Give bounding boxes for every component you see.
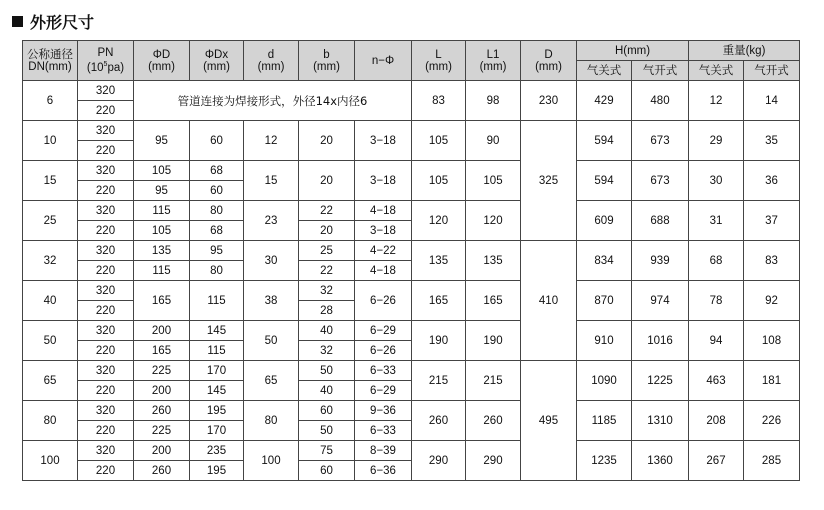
cell-phi-dx: 68 [190,161,244,181]
cell-L: 290 [412,441,466,481]
cell-phi-d: 105 [134,161,190,181]
cell-pn: 320 [78,321,134,341]
cell-h-open: 673 [632,161,689,201]
cell-dn: 15 [23,161,78,201]
cell-b: 22 [299,261,355,281]
cell-phi-dx: 80 [190,201,244,221]
cell-h-close: 594 [577,121,632,161]
table-row [23,201,800,221]
cell-D: 230 [521,81,577,121]
cell-phi-dx: 145 [190,381,244,401]
header-pn: PN $(10^5pa)$ [78,41,134,81]
cell-b: 20 [299,221,355,241]
cell-D: 495 [521,361,577,481]
cell-w-close: 78 [689,281,744,321]
cell-L1: 90 [466,121,521,161]
cell-d: 12 [244,121,299,161]
cell-h-open: 1016 [632,321,689,361]
cell-w-open: 92 [744,281,800,321]
cell-D: 325 [521,121,577,241]
cell-phi-d: 200 [134,381,190,401]
cell-pn: 220 [78,421,134,441]
cell-b: 40 [299,321,355,341]
cell-pn: 220 [78,301,134,321]
cell-n-phi: 4−18 [355,201,412,221]
cell-d: 30 [244,241,299,281]
cell-phi-d: 200 [134,441,190,461]
cell-b: 50 [299,361,355,381]
table-row [23,401,800,421]
header-h-air-close: 气关式 [577,61,632,81]
cell-w-open: 36 [744,161,800,201]
cell-b: 50 [299,421,355,441]
header-w-air-close: 气关式 [689,61,744,81]
cell-L1: 105 [466,161,521,201]
cell-b: 25 [299,241,355,261]
cell-b: 32 [299,341,355,361]
table-row [23,441,800,461]
cell-b: 60 [299,461,355,481]
header-weight: 重量(kg) [689,41,800,61]
square-bullet-icon [12,16,23,27]
cell-phi-dx: 95 [190,241,244,261]
cell-n-phi: 3−18 [355,161,412,201]
cell-pn: 320 [78,441,134,461]
cell-pn: 320 [78,81,134,101]
cell-L1: 290 [466,441,521,481]
header-b: b (mm) [299,41,355,81]
cell-pn: 220 [78,181,134,201]
cell-b: 32 [299,281,355,301]
cell-phi-d: 95 [134,181,190,201]
cell-phi-d: 225 [134,421,190,441]
table-row [23,81,800,101]
cell-pn: 220 [78,261,134,281]
cell-phi-d: 260 [134,461,190,481]
cell-w-close: 29 [689,121,744,161]
cell-h-open: 1225 [632,361,689,401]
cell-phi-d: 225 [134,361,190,381]
cell-pn: 220 [78,461,134,481]
cell-pn: 220 [78,221,134,241]
cell-pn: 220 [78,141,134,161]
cell-w-open: 35 [744,121,800,161]
table-row [23,361,800,381]
dimensions-table [22,40,800,481]
cell-pn: 220 [78,381,134,401]
table-row [23,241,800,261]
header-d: d (mm) [244,41,299,81]
cell-dn: 32 [23,241,78,281]
cell-w-close: 31 [689,201,744,241]
cell-phi-dx: 235 [190,441,244,461]
header-phi-dx: ΦDx (mm) [190,41,244,81]
cell-b: 22 [299,201,355,221]
cell-L1: 98 [466,81,521,121]
cell-n-phi: 6−26 [355,341,412,361]
header-w-air-open: 气开式 [744,61,800,81]
cell-h-close: 429 [577,81,632,121]
cell-n-phi: 4−18 [355,261,412,281]
cell-h-close: 594 [577,161,632,201]
cell-h-open: 1360 [632,441,689,481]
cell-d: 15 [244,161,299,201]
cell-pn: 320 [78,401,134,421]
cell-pn: 220 [78,101,134,121]
header-L1: L1 (mm) [466,41,521,81]
cell-phi-dx: 195 [190,401,244,421]
table-header-row [23,41,800,61]
cell-phi-dx: 60 [190,181,244,201]
cell-n-phi: 6−33 [355,421,412,441]
cell-h-open: 1310 [632,401,689,441]
header-L: L (mm) [412,41,466,81]
cell-w-open: 14 [744,81,800,121]
cell-d: 38 [244,281,299,321]
cell-h-close: 609 [577,201,632,241]
section-title-text: 外形尺寸 [30,12,95,32]
cell-d: 80 [244,401,299,441]
cell-L: 165 [412,281,466,321]
cell-pn: 320 [78,201,134,221]
cell-h-close: 834 [577,241,632,281]
cell-pn: 220 [78,341,134,361]
cell-n-phi: 6−29 [355,381,412,401]
cell-d: 50 [244,321,299,361]
cell-h-close: 1090 [577,361,632,401]
cell-w-open: 226 [744,401,800,441]
cell-n-phi: 6−26 [355,281,412,321]
cell-L: 120 [412,201,466,241]
cell-h-close: 1235 [577,441,632,481]
cell-phi-dx: 115 [190,281,244,321]
table-row [23,281,800,301]
cell-b: 75 [299,441,355,461]
cell-pn: 320 [78,121,134,141]
cell-h-close: 1185 [577,401,632,441]
table-row [23,161,800,181]
cell-L: 260 [412,401,466,441]
cell-b: 60 [299,401,355,421]
header-D: D (mm) [521,41,577,81]
cell-w-close: 12 [689,81,744,121]
header-dn: 公称通径 DN(mm) [23,41,78,81]
cell-w-close: 267 [689,441,744,481]
cell-L1: 215 [466,361,521,401]
header-n-phi: n−Φ [355,41,412,81]
cell-pn: 320 [78,161,134,181]
cell-h-open: 673 [632,121,689,161]
header-h-air-open: 气开式 [632,61,689,81]
cell-L: 215 [412,361,466,401]
cell-phi-dx: 145 [190,321,244,341]
cell-w-open: 37 [744,201,800,241]
cell-w-open: 83 [744,241,800,281]
cell-phi-d: 135 [134,241,190,261]
cell-pn: 320 [78,281,134,301]
cell-h-open: 480 [632,81,689,121]
cell-connection-note: 管道连接为焊接形式，外径14x内径6 [134,81,412,121]
cell-h-open: 688 [632,201,689,241]
cell-dn: 40 [23,281,78,321]
cell-n-phi: 6−29 [355,321,412,341]
cell-h-close: 870 [577,281,632,321]
cell-phi-dx: 195 [190,461,244,481]
cell-dn: 100 [23,441,78,481]
cell-w-close: 208 [689,401,744,441]
cell-w-close: 463 [689,361,744,401]
cell-dn: 6 [23,81,78,121]
cell-L: 190 [412,321,466,361]
cell-b: 20 [299,161,355,201]
cell-pn: 320 [78,241,134,261]
cell-b: 28 [299,301,355,321]
cell-phi-d: 115 [134,201,190,221]
cell-dn: 25 [23,201,78,241]
cell-phi-dx: 80 [190,261,244,281]
section-title [12,8,94,34]
cell-w-close: 94 [689,321,744,361]
cell-phi-dx: 115 [190,341,244,361]
cell-L1: 165 [466,281,521,321]
cell-dn: 65 [23,361,78,401]
cell-n-phi: 3−18 [355,121,412,161]
cell-phi-d: 105 [134,221,190,241]
cell-dn: 50 [23,321,78,361]
cell-phi-dx: 170 [190,421,244,441]
cell-phi-d: 165 [134,281,190,321]
cell-b: 20 [299,121,355,161]
table-row [23,321,800,341]
cell-pn: 320 [78,361,134,381]
cell-D: 410 [521,241,577,361]
header-H: H(mm) [577,41,689,61]
cell-L: 105 [412,161,466,201]
cell-h-close: 910 [577,321,632,361]
cell-L1: 120 [466,201,521,241]
cell-n-phi: 8−39 [355,441,412,461]
cell-n-phi: 6−36 [355,461,412,481]
cell-n-phi: 6−33 [355,361,412,381]
cell-dn: 80 [23,401,78,441]
cell-L1: 260 [466,401,521,441]
cell-b: 40 [299,381,355,401]
cell-w-close: 30 [689,161,744,201]
cell-L1: 135 [466,241,521,281]
cell-phi-dx: 60 [190,121,244,161]
header-phi-d: ΦD (mm) [134,41,190,81]
cell-d: 23 [244,201,299,241]
table-row [23,121,800,141]
cell-w-open: 285 [744,441,800,481]
cell-d: 100 [244,441,299,481]
cell-d: 65 [244,361,299,401]
cell-h-open: 939 [632,241,689,281]
cell-phi-d: 200 [134,321,190,341]
cell-phi-d: 260 [134,401,190,421]
cell-phi-d: 95 [134,121,190,161]
cell-w-open: 108 [744,321,800,361]
cell-phi-d: 115 [134,261,190,281]
cell-L: 83 [412,81,466,121]
cell-phi-d: 165 [134,341,190,361]
cell-w-open: 181 [744,361,800,401]
cell-L: 135 [412,241,466,281]
cell-L1: 190 [466,321,521,361]
cell-n-phi: 9−36 [355,401,412,421]
cell-n-phi: 3−18 [355,221,412,241]
cell-dn: 10 [23,121,78,161]
cell-h-open: 974 [632,281,689,321]
cell-L: 105 [412,121,466,161]
cell-phi-dx: 170 [190,361,244,381]
cell-n-phi: 4−22 [355,241,412,261]
cell-phi-dx: 68 [190,221,244,241]
cell-w-close: 68 [689,241,744,281]
